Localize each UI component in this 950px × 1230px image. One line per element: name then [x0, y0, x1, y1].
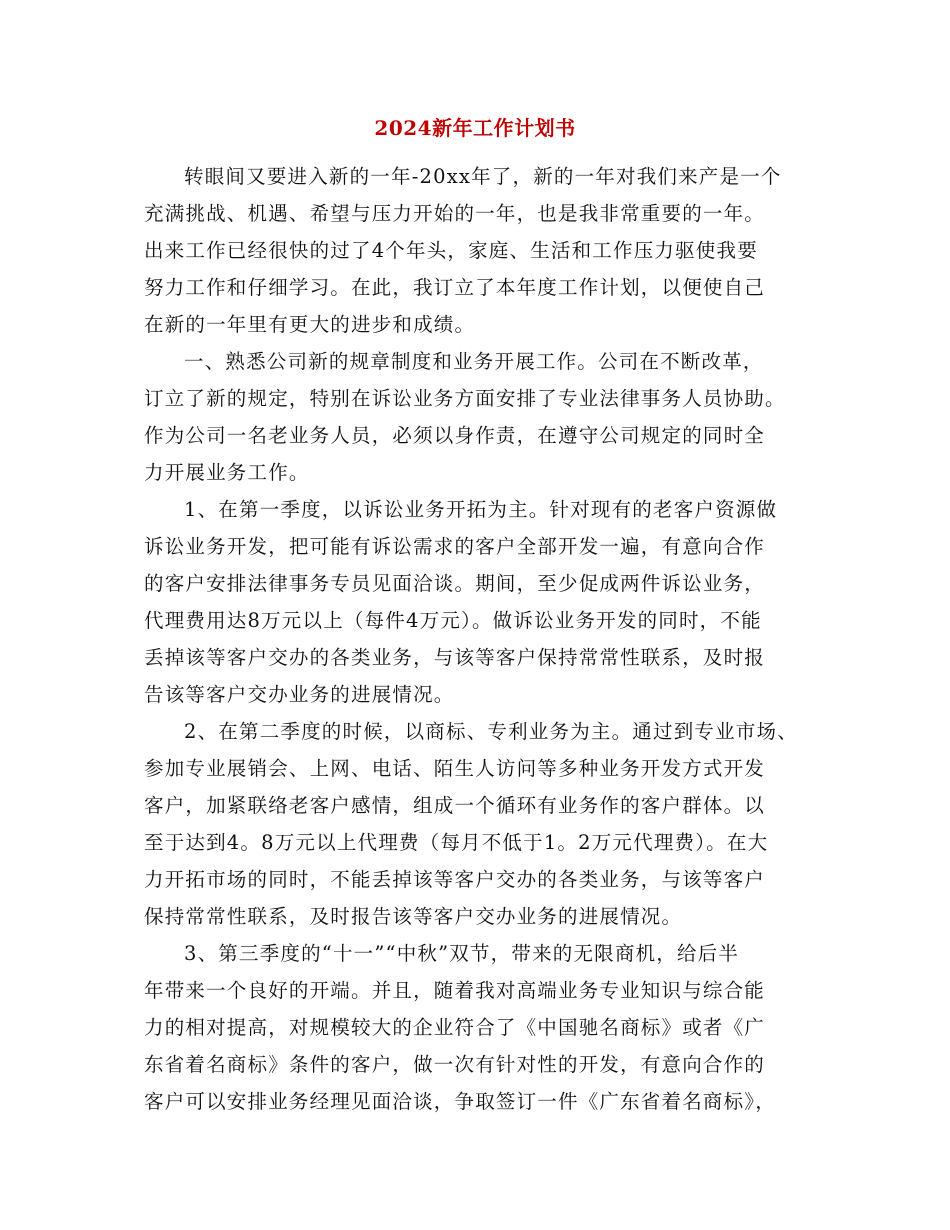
document-body [144, 158, 824, 1120]
paragraph-line: 作为公司一名老业务人员，必须以身作责，在遵守公司规定的同时全 [144, 424, 766, 447]
paragraph-line: 力开展业务工作。 [144, 461, 310, 484]
paragraph-line: 丢掉该等客户交办的各类业务，与该等客户保持常常性联系，及时报 [144, 646, 766, 669]
paragraph-line: 的客户安排法律事务专员见面洽谈。期间，至少促成两件诉讼业务， [144, 572, 766, 595]
paragraph-line: 1、在第一季度，以诉讼业务开拓为主。针对现有的老客户资源做 [184, 498, 778, 521]
document-title: 2024新年工作计划书 [374, 116, 576, 140]
paragraph-intro [144, 158, 824, 343]
paragraph-line: 参加专业展销会、上网、电话、陌生人访问等多种业务开发方式开发 [144, 757, 766, 780]
paragraph-line: 力的相对提高，对规模较大的企业符合了《中国驰名商标》或者《广 [144, 1016, 766, 1039]
paragraph-line: 努力工作和仔细学习。在此，我订立了本年度工作计划，以便使自己 [144, 276, 766, 299]
paragraph-line: 保持常常性联系，及时报告该等客户交办业务的进展情况。 [144, 905, 683, 928]
paragraph-line: 出来工作已经很快的过了4个年头，家庭、生活和工作压力驱使我要 [144, 239, 758, 262]
paragraph-q1 [144, 491, 824, 713]
paragraph-line: 充满挑战、机遇、希望与压力开始的一年，也是我非常重要的一年。 [144, 202, 766, 225]
paragraph-line: 转眼间又要进入新的一年-20xx年了，新的一年对我们来产是一个 [184, 165, 782, 188]
paragraph-line: 诉讼业务开发，把可能有诉讼需求的客户全部开发一遍，有意向合作 [144, 535, 766, 558]
paragraph-line: 代理费用达8万元以上（每件4万元）。做诉讼业务开发的同时，不能 [144, 609, 762, 632]
paragraph-line: 3、第三季度的“十一”“中秋”双节，带来的无限商机，给后半 [184, 942, 740, 965]
paragraph-section-one [144, 343, 824, 491]
paragraph-q3 [144, 935, 824, 1120]
paragraph-line: 力开拓市场的同时，不能丢掉该等客户交办的各类业务，与该等客户 [144, 868, 766, 891]
paragraph-line: 客户，加紧联络老客户感情，组成一个循环有业务作的客户群体。以 [144, 794, 766, 817]
paragraph-line: 客户可以安排业务经理见面洽谈，争取签订一件《广东省着名商标》， [144, 1090, 776, 1113]
paragraph-q2 [144, 713, 824, 935]
paragraph-line: 告该等客户交办业务的进展情况。 [144, 683, 455, 706]
paragraph-line: 至于达到4。8万元以上代理费（每月不低于1。2万元代理费）。在大 [144, 831, 769, 854]
paragraph-line: 东省着名商标》条件的客户，做一次有针对性的开发，有意向合作的 [144, 1053, 766, 1076]
paragraph-line: 年带来一个良好的开端。并且，随着我对高端业务专业知识与综合能 [144, 979, 766, 1002]
paragraph-line: 一、熟悉公司新的规章制度和业务开展工作。公司在不断改革， [184, 350, 764, 373]
paragraph-line: 订立了新的规定，特别在诉讼业务方面安排了专业法律事务人员协助。 [144, 387, 786, 410]
paragraph-line: 在新的一年里有更大的进步和成绩。 [144, 313, 476, 336]
paragraph-line: 2、在第二季度的时候，以商标、专利业务为主。通过到专业市场、 [184, 720, 798, 743]
